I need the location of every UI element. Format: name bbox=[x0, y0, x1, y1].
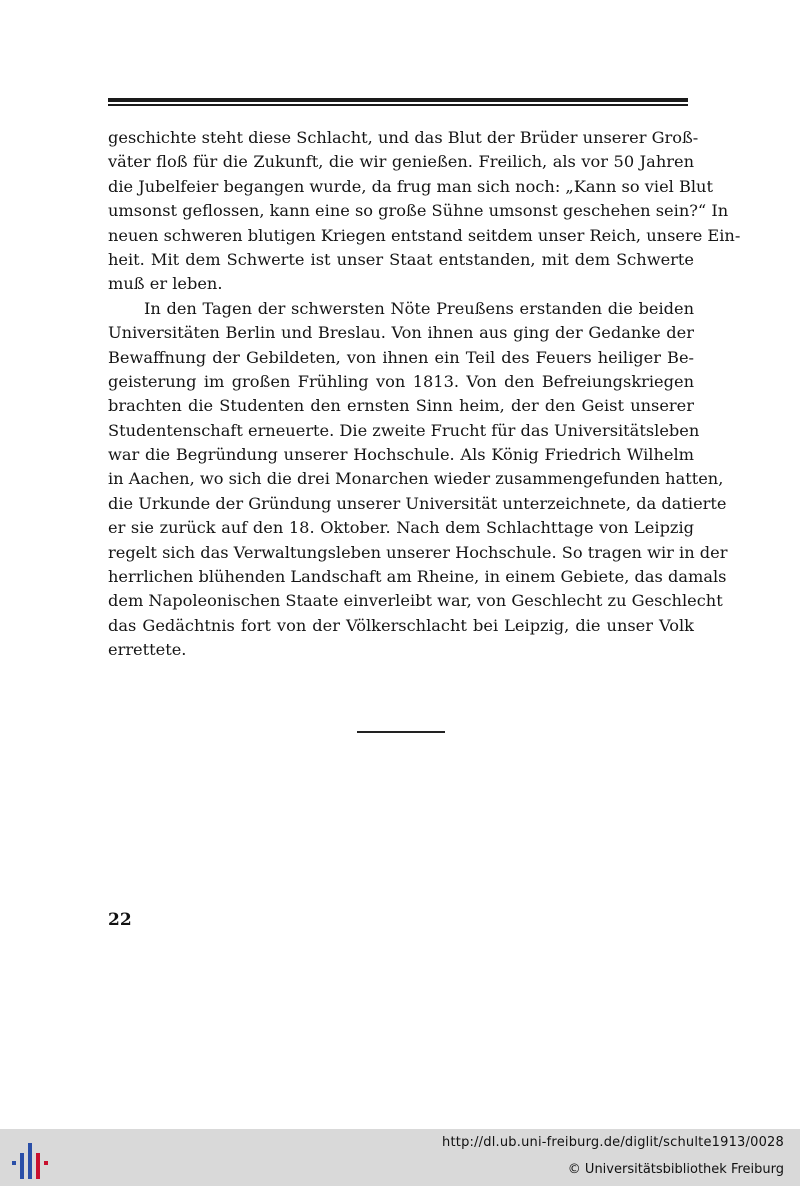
text-line: In den Tagen der schwersten Nöte Preußens erstanden die beiden bbox=[144, 298, 694, 318]
text-line: muß er leben. bbox=[108, 274, 223, 294]
text-line: das Gedächtnis fort von der Völkerschlacht bei Leipzig, die unser Volk bbox=[108, 615, 694, 635]
text-line: umsonst geflossen, kann eine so große Sühne umsonst geschehen sein?“ In bbox=[108, 201, 729, 221]
body-text bbox=[108, 126, 741, 663]
text-line: Universitäten Berlin und Breslau. Von ihnen aus ging der Gedanke der bbox=[108, 323, 694, 343]
page-number: 22 bbox=[108, 910, 132, 930]
text-line: väter floß für die Zukunft, die wir genießen. Freilich, als vor 50 Jahren bbox=[108, 152, 694, 172]
section-end-rule bbox=[357, 731, 445, 733]
footer-bar bbox=[0, 1129, 800, 1186]
text-line: regelt sich das Verwaltungsleben unserer Hochschule. So tragen wir in der bbox=[108, 542, 728, 562]
text-line: Studentenschaft erneuerte. Die zweite Frucht für das Universitätsleben bbox=[108, 420, 700, 440]
text-line: er sie zurück auf den 18. Oktober. Nach dem Schlachttage von Leipzig bbox=[108, 518, 694, 538]
text-line: errettete. bbox=[108, 640, 187, 660]
page-header-rule bbox=[108, 98, 688, 107]
text-line: heit. Mit dem Schwerte ist unser Staat entstanden, mit dem Schwerte bbox=[108, 249, 694, 269]
ub-freiburg-logo-icon[interactable] bbox=[8, 1139, 52, 1179]
paragraph-2 bbox=[108, 297, 728, 663]
text-line: neuen schweren blutigen Kriegen entstand seitdem unser Reich, unsere Ein- bbox=[108, 225, 741, 245]
text-line: in Aachen, wo sich die drei Monarchen wieder zusammengefunden hatten, bbox=[108, 469, 724, 489]
text-line: Bewaffnung der Gebildeten, von ihnen ein Teil des Feuers heiliger Be- bbox=[108, 347, 694, 367]
paragraph-1 bbox=[108, 126, 741, 297]
source-url-link[interactable]: http://dl.ub.uni-freiburg.de/diglit/schulte1913/0028 bbox=[442, 1135, 784, 1150]
text-line: war die Begründung unserer Hochschule. Als König Friedrich Wilhelm bbox=[108, 445, 694, 465]
text-line: geschichte steht diese Schlacht, und das Blut der Brüder unserer Groß- bbox=[108, 128, 699, 147]
text-line: geisterung im großen Frühling von 1813. Von den Befreiungskriegen bbox=[108, 371, 694, 391]
text-line: dem Napoleonischen Staate einverleibt war, von Geschlecht zu Geschlecht bbox=[108, 591, 723, 611]
copyright-notice: © Universitätsbibliothek Freiburg bbox=[567, 1162, 784, 1177]
text-line: herrlichen blühenden Landschaft am Rheine, in einem Gebiete, das damals bbox=[108, 567, 727, 587]
text-line: brachten die Studenten den ernsten Sinn heim, der den Geist unserer bbox=[108, 396, 694, 416]
text-line: die Jubelfeier begangen wurde, da frug man sich noch: „Kann so viel Blut bbox=[108, 176, 713, 196]
text-line: die Urkunde der Gründung unserer Universität unterzeichnete, da datierte bbox=[108, 493, 727, 513]
